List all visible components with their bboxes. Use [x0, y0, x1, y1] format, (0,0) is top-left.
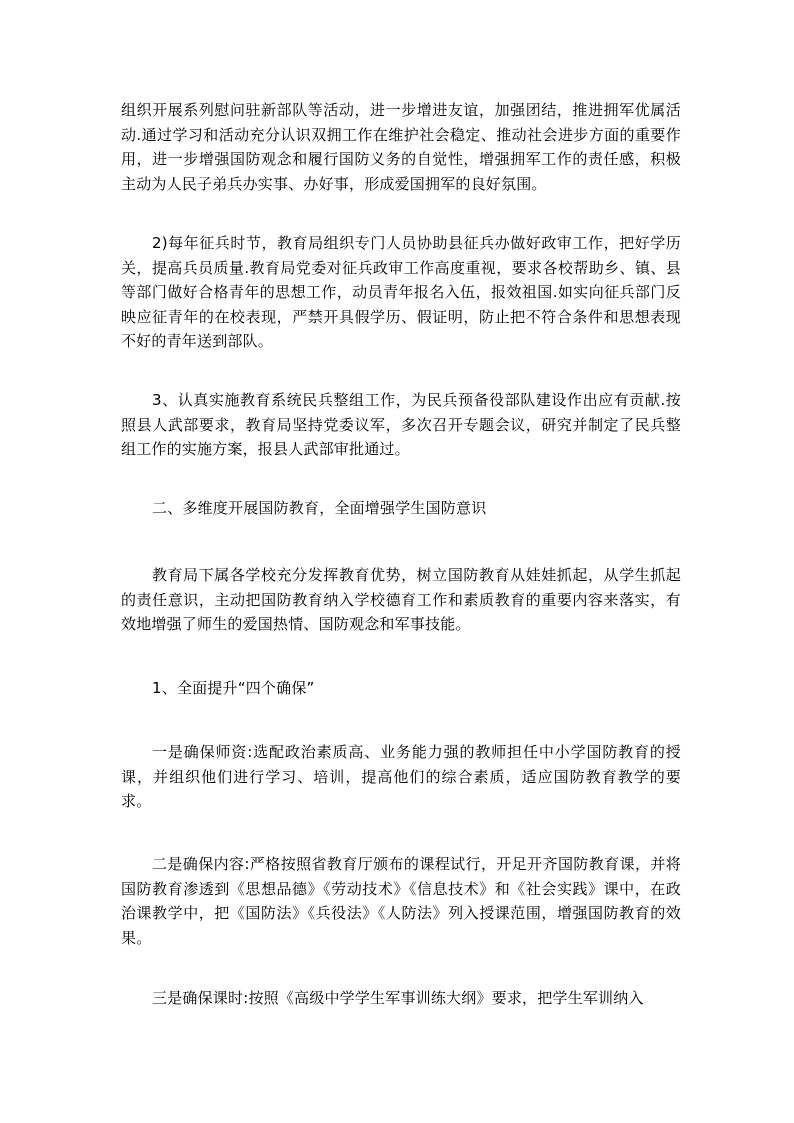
paragraph-schools-education-advantage: 教育局下属各学校充分发挥教育优势，树立国防教育从娃娃抓起，从学生抓起的责任意识，主动把国防教育纳入学校德育工作和素质教育的重要内容来落实，有效地增强了师生的爱国热情、国防观念和军事技能。 — [121, 566, 681, 633]
paragraph-conscription-review: 2)每年征兵时节，教育局组织专门人员协助县征兵办做好政审工作，把好学历关，提高兵员质量.教育局党委对征兵政审工作高度重视，要求各校帮助乡、镇、县等部门做好合格青年的思想工作，动员青年报名入伍，报效祖国.如实向征兵部门反映应征青年的在校表现，严禁开具假学历、假证明，防止把不符合条件和思想表现不好的青年送到部队。 — [121, 234, 681, 350]
paragraph-guarantee-teachers: 一是确保师资:选配政治素质高、业务能力强的教师担任中小学国防教育的授课，并组织他们进行学习、培训，提高他们的综合素质，适应国防教育教学的要求。 — [121, 743, 681, 810]
paragraph-guarantee-class-hours: 三是确保课时:按照《高级中学学生军事训练大纲》要求，把学生军训纳入 — [152, 989, 644, 1007]
subheading-four-guarantees: 1、全面提升“四个确保” — [152, 679, 315, 697]
paragraph-support-army-activities: 组织开展系列慰问驻新部队等活动，进一步增进友谊，加强团结，推进拥军优属活动.通过学习和活动充分认识双拥工作在维护社会稳定、推动社会进步方面的重要作用，进一步增强国防观念和履行国防义务的自觉性，增强拥军工作的责任感，积极主动为人民子弟兵办实事、办好事，形成爱国拥军的良好氛围。 — [121, 101, 681, 193]
paragraph-guarantee-content: 二是确保内容:严格按照省教育厅颁布的课程试行，开足开齐国防教育课，并将国防教育渗透到《思想品德》《劳动技术》《信息技术》和《社会实践》课中，在政治课教学中，把《国防法》《兵役法》《人防法》列入授课范围，增强国防教育的效果。 — [121, 855, 681, 947]
paragraph-militia-reorganization: 3、认真实施教育系统民兵整组工作，为民兵预备役部队建设作出应有贡献.按照县人武部要求，教育局坚持党委议军，多次召开专题会议，研究并制定了民兵整组工作的实施方案，报县人武部审批通过。 — [121, 391, 681, 458]
section-heading-national-defense-education: 二、多维度开展国防教育，全面增强学生国防意识 — [152, 499, 487, 517]
